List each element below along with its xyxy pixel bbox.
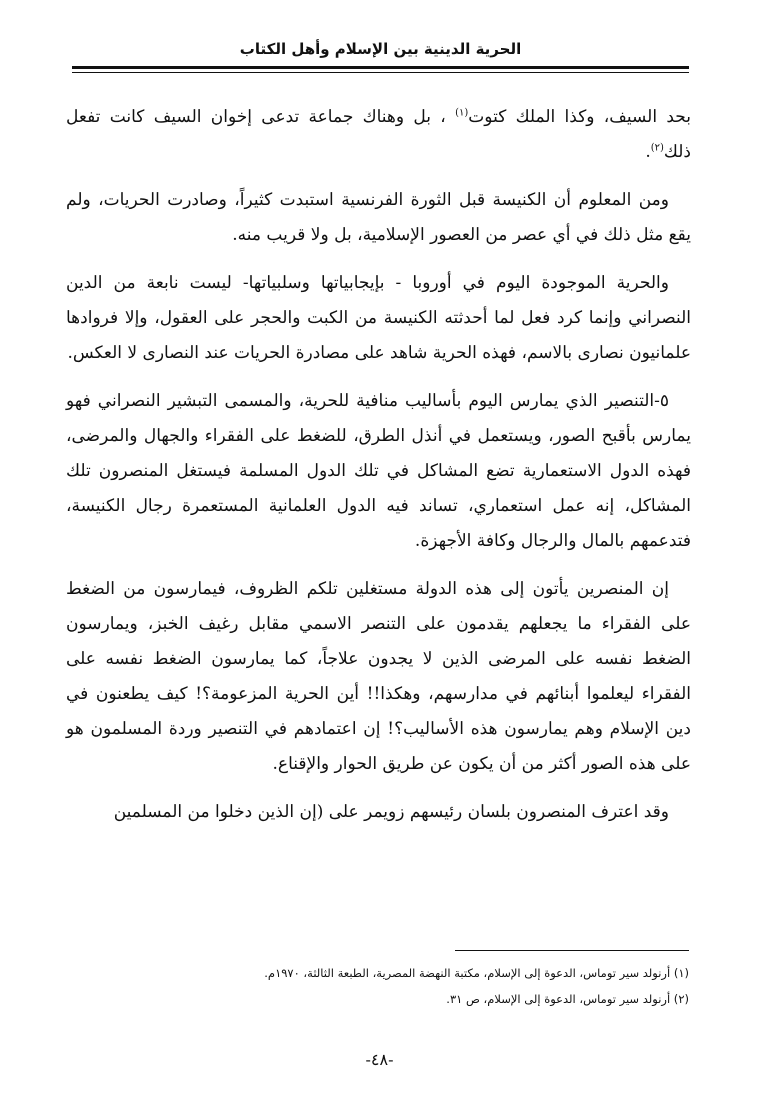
body-text [66,100,691,830]
footnote-1: (١) أرنولد سير توماس، الدعوة إلى الإسلام، مكتبة النهضة المصرية، الطبعة الثالثة، ١٩٧٠م. [264,966,689,980]
paragraph-4: ٥-التنصير الذي يمارس اليوم بأساليب منافية للحرية، والمسمى التبشير النصراني فهو يمارس بأقبح الصور، ويستعمل في أنذل الطرق، للضغط على الفقراء والجهال والمرضى، فهذه الدول الاستعمارية تضع المشاكل في تلك الدول المسلمة فيستغل المنصرون تلك المشاكل، إنه عمل استعماري، تساند فيه الدول العلمانية المستعمرة رجال الكنيسة، فتدعمهم بالمال والرجال وكافة الأجهزة. [66,391,691,551]
paragraph-1-text-after: ، بل وهناك جماعة تدعى إخوان السيف كانت تفعل ذلك [66,107,691,162]
footnotes [72,960,689,1012]
footnote-2: (٢) أرنولد سير توماس، الدعوة إلى الإسلام، ص ٣١. [446,992,689,1006]
paragraph-1-end: . [645,142,651,162]
header-rule-thick [72,66,689,69]
footnote-ref-1: (١) [455,107,469,119]
page-number: -٤٨- [365,1050,394,1069]
paragraph-5: إن المنصرين يأتون إلى هذه الدولة مستغلين تلكم الظروف، فيمارسون من الضغط على الفقراء ما يجعلهم يقدمون على التنصر الاسمي مقابل رغيف الخبز، ويمارسون الضغط نفسه على المرضى الذين لا يجدون علاجاً، كما يمارسون الضغط نفسه على الفقراء ليعلموا أبنائهم في مدارسهم، وهكذا!! أين الحرية المزعومة؟! كيف يطعنون في دين الإسلام وهم يمارسون هذه الأساليب؟! إن اعتمادهم في التنصير وردة المسلمون هو على هذه الصور أكثر من أن يكون عن طريق الحوار والإقناع. [66,579,691,774]
paragraph-6: وقد اعترف المنصرون بلسان رئيسهم زويمر على (إن الذين دخلوا من المسلمين [113,802,669,822]
paragraph-3: والحرية الموجودة اليوم في أوروبا - بإيجابياتها وسلبياتها- ليست نابعة من الدين النصراني وإنما كرد فعل لما أحدثته الكنيسة من الكبت والحجر على العقول، وإلا فروادها علمانيون نصارى بالاسم، فهذه الحرية شاهد على مصادرة الحريات عند النصارى لا العكس. [66,273,691,363]
paragraph-1 [66,100,691,170]
header-rule-thin [72,72,689,73]
paragraph-1-text: بحد السيف، وكذا الملك كتوت [468,107,692,127]
footnote-ref-2: (٢) [650,142,664,154]
footnote-rule [455,950,689,951]
paragraph-2: ومن المعلوم أن الكنيسة قبل الثورة الفرنسية استبدت كثيراً، وصادرت الحريات، ولم يقع مثل ذلك في أي عصر من العصور الإسلامية، بل ولا قريب منه. [66,190,691,245]
running-header: الحرية الدينية بين الإسلام وأهل الكتاب [239,40,522,58]
